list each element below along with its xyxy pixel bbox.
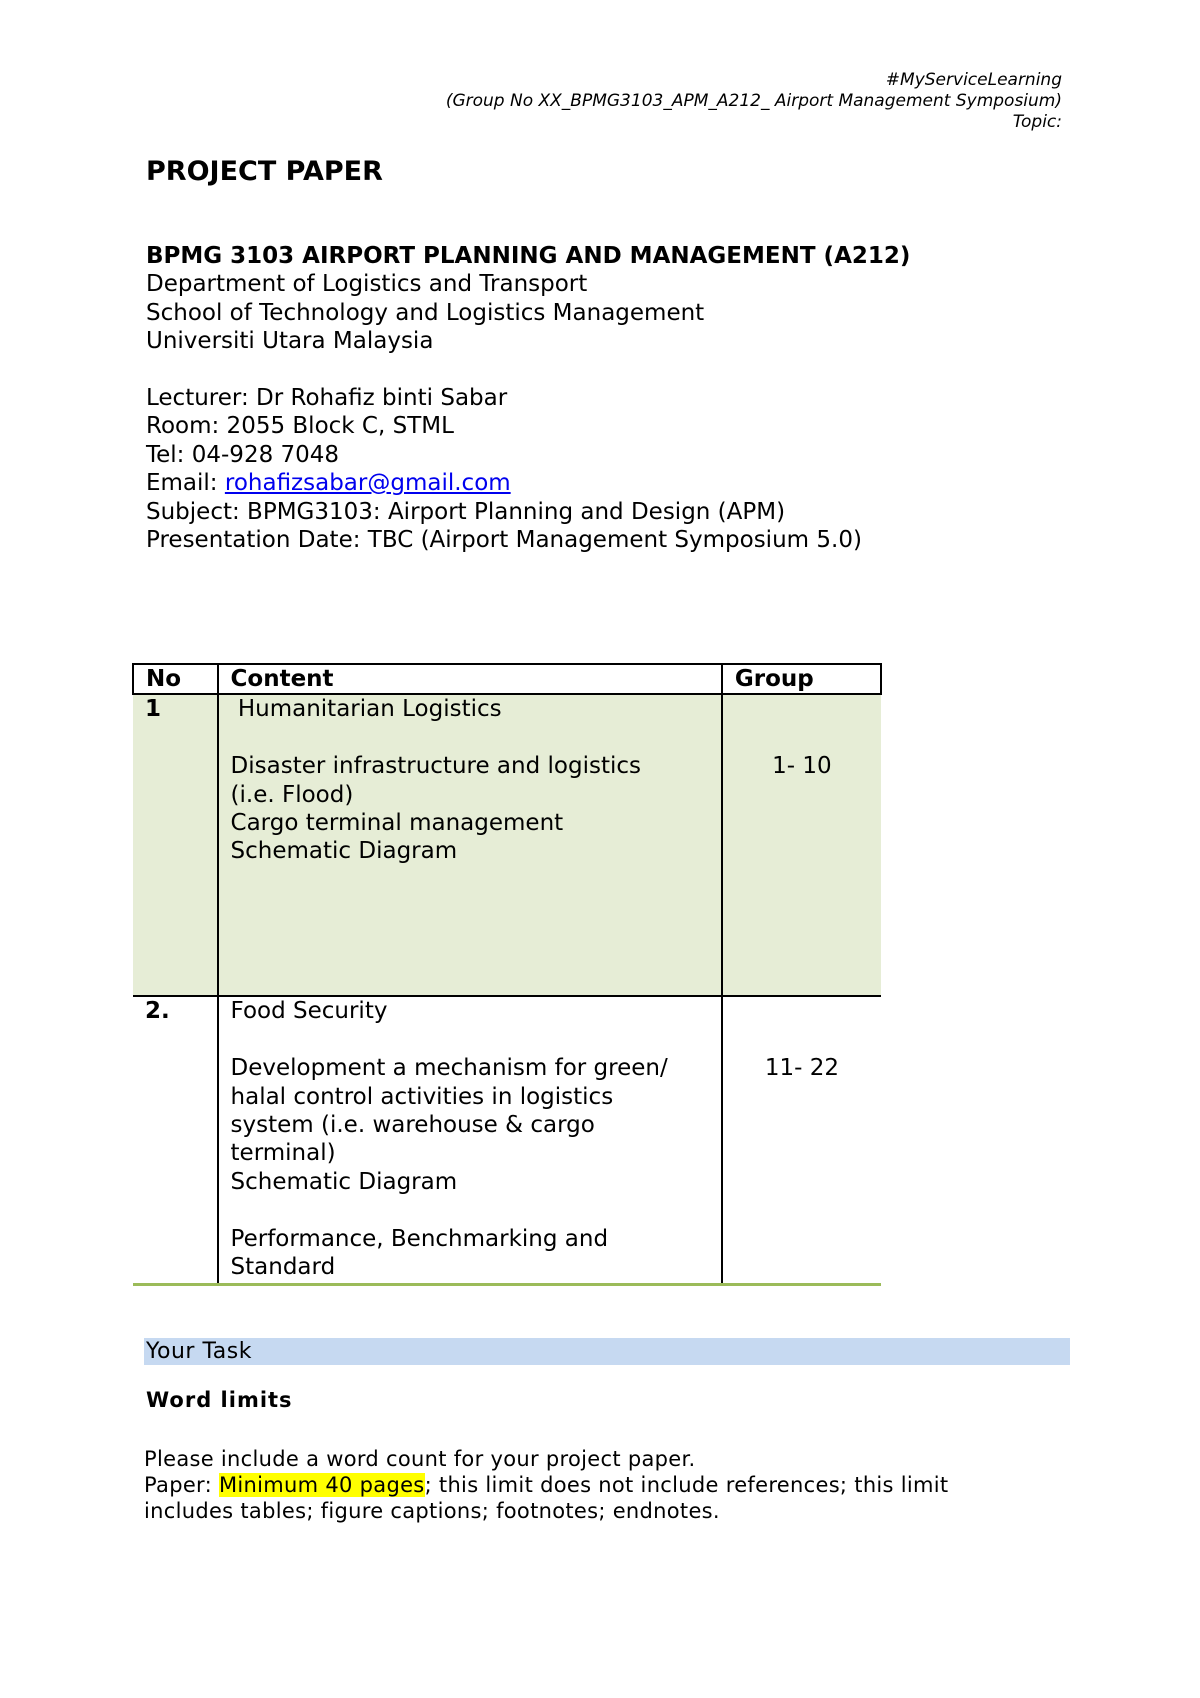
header-topic: Topic: — [1012, 112, 1062, 132]
row-group: 1- 10 — [772, 753, 832, 780]
row-line: halal control activities in logistics — [230, 1083, 614, 1110]
page-limit-prefix: Paper: — [144, 1473, 219, 1497]
header-hashtag: #MyServiceLearning — [885, 70, 1062, 90]
header-no: No — [133, 664, 218, 694]
table-row — [133, 996, 881, 1285]
row-line: Disaster infrastructure and logistics — [230, 753, 641, 780]
row-content — [218, 996, 722, 1285]
presentation-date: Presentation Date: TBC (Airport Management Symposium 5.0) — [146, 527, 862, 554]
task-heading: Your Task — [144, 1338, 1070, 1365]
course-info — [146, 242, 910, 554]
page-limit-highlight: Minimum 40 pages — [218, 1473, 425, 1497]
department: Department of Logistics and Transport — [146, 271, 588, 298]
subject: Subject: BPMG3103: Airport Planning and Design (APM) — [146, 498, 786, 525]
row-line: terminal) — [230, 1140, 336, 1167]
header-content: Content — [218, 664, 722, 694]
page-limit-suffix: ; this limit does not include references; this limit — [424, 1473, 949, 1497]
row-heading: Food Security — [230, 998, 388, 1025]
email-link[interactable]: rohafizsabar@gmail.com — [224, 470, 511, 497]
room: Room: 2055 Block C, STML — [146, 413, 454, 440]
topics-table — [132, 663, 882, 1286]
row-group: 11- 22 — [764, 1055, 839, 1082]
email-label: Email: — [146, 470, 225, 497]
telephone: Tel: 04-928 7048 — [146, 441, 340, 468]
row-line: system (i.e. warehouse & cargo — [230, 1112, 595, 1139]
table-row — [133, 694, 881, 996]
row-line: Cargo terminal management — [230, 810, 564, 837]
row-line: Development a mechanism for green/ — [230, 1055, 668, 1082]
row-line: Schematic Diagram — [230, 1168, 458, 1195]
row-heading: Humanitarian Logistics — [230, 696, 502, 723]
header-group: Group — [722, 664, 881, 694]
email-line — [146, 469, 910, 497]
row-line: Performance, Benchmarking and — [230, 1225, 609, 1252]
lecturer: Lecturer: Dr Rohafiz binti Sabar — [146, 385, 508, 412]
row-line: Schematic Diagram — [230, 838, 458, 865]
row-number: 2. — [133, 996, 218, 1285]
document-title: PROJECT PAPER — [146, 156, 383, 187]
header-group: (Group No XX_BPMG3103_APM_A212_ Airport Management Symposium) — [445, 91, 1062, 111]
table-header-row — [133, 664, 881, 694]
page-limit-continuation: includes tables; figure captions; footnotes; endnotes. — [144, 1499, 720, 1523]
row-line: (i.e. Flood) — [230, 781, 354, 808]
word-count-instruction: Please include a word count for your project paper. — [144, 1447, 696, 1471]
row-number: 1 — [133, 694, 218, 996]
row-group-cell — [722, 996, 881, 1285]
row-content — [218, 694, 722, 996]
page-header — [446, 70, 1062, 133]
page-limit-line — [144, 1472, 1044, 1498]
university: Universiti Utara Malaysia — [146, 328, 434, 355]
row-group-cell — [722, 694, 881, 996]
school: School of Technology and Logistics Management — [146, 299, 705, 326]
word-limit-paragraph — [144, 1446, 1044, 1524]
course-code-title: BPMG 3103 AIRPORT PLANNING AND MANAGEMENT (A212) — [146, 243, 911, 269]
row-line: Standard — [230, 1254, 336, 1281]
word-limits-heading: Word limits — [146, 1388, 293, 1412]
